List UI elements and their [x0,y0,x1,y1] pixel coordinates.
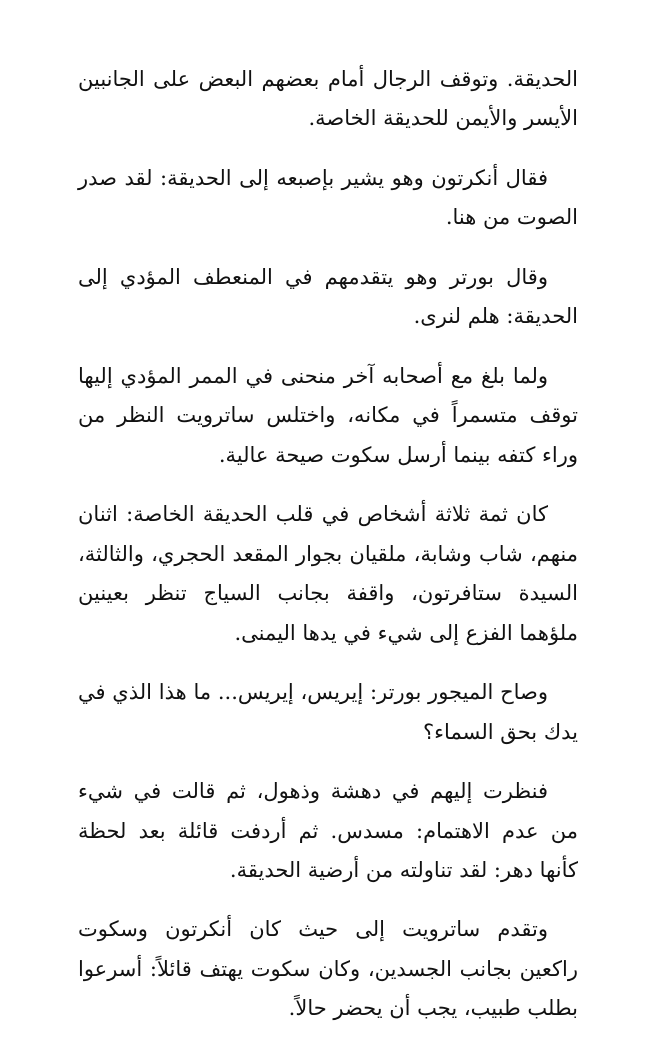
paragraph-8: وتقدم ساترويت إلى حيث كان أنكرتون وسكوت راكعين بجانب الجسدين، وكان سكوت يهتف قائلاً: أسرعوا بطلب طبيب، يجب أن يحضر حالاً. [78,917,578,1021]
paragraph-5: كان ثمة ثلاثة أشخاص في قلب الحديقة الخاصة: اثنان منهم، شاب وشابة، ملقيان بجوار المقعد الحجري، والثالثة، السيدة ستافرتون، واقفة بجانب السياج تنظر بعينين ملؤهما الفزع إلى شيء في يدها اليمنى. [78,502,578,645]
paragraph-2: فقال أنكرتون وهو يشير بإصبعه إلى الحديقة: لقد صدر الصوت من هنا. [78,165,578,230]
paragraph-1: الحديقة. وتوقف الرجال أمام بعضهم البعض على الجانبين الأيسر والأيمن للحديقة الخاصة. [78,67,578,131]
paragraph-3: وقال بورتر وهو يتقدمهم في المنعطف المؤدي إلى الحديقة: هلم لنرى. [78,264,578,329]
paragraph-6: وصاح الميجور بورتر: إيريس، إيريس... ما هذا الذي في يدك بحق السماء؟ [78,680,578,744]
paragraph-4: ولما بلغ مع أصحابه آخر منحنى في الممر المؤدي إليها توقف متسمراً في مكانه، واختلس ساترويت النظر من وراء كتفه بينما أرسل سكوت صيحة عالية. [78,363,578,467]
paragraph-7: فنظرت إليهم في دهشة وذهول، ثم قالت في شيء من عدم الاهتمام: مسدس. ثم أردفت قائلة بعد لحظة كأنها دهر: لقد تناولته من أرضية الحديقة. [78,779,578,882]
book-page [78,60,578,1049]
